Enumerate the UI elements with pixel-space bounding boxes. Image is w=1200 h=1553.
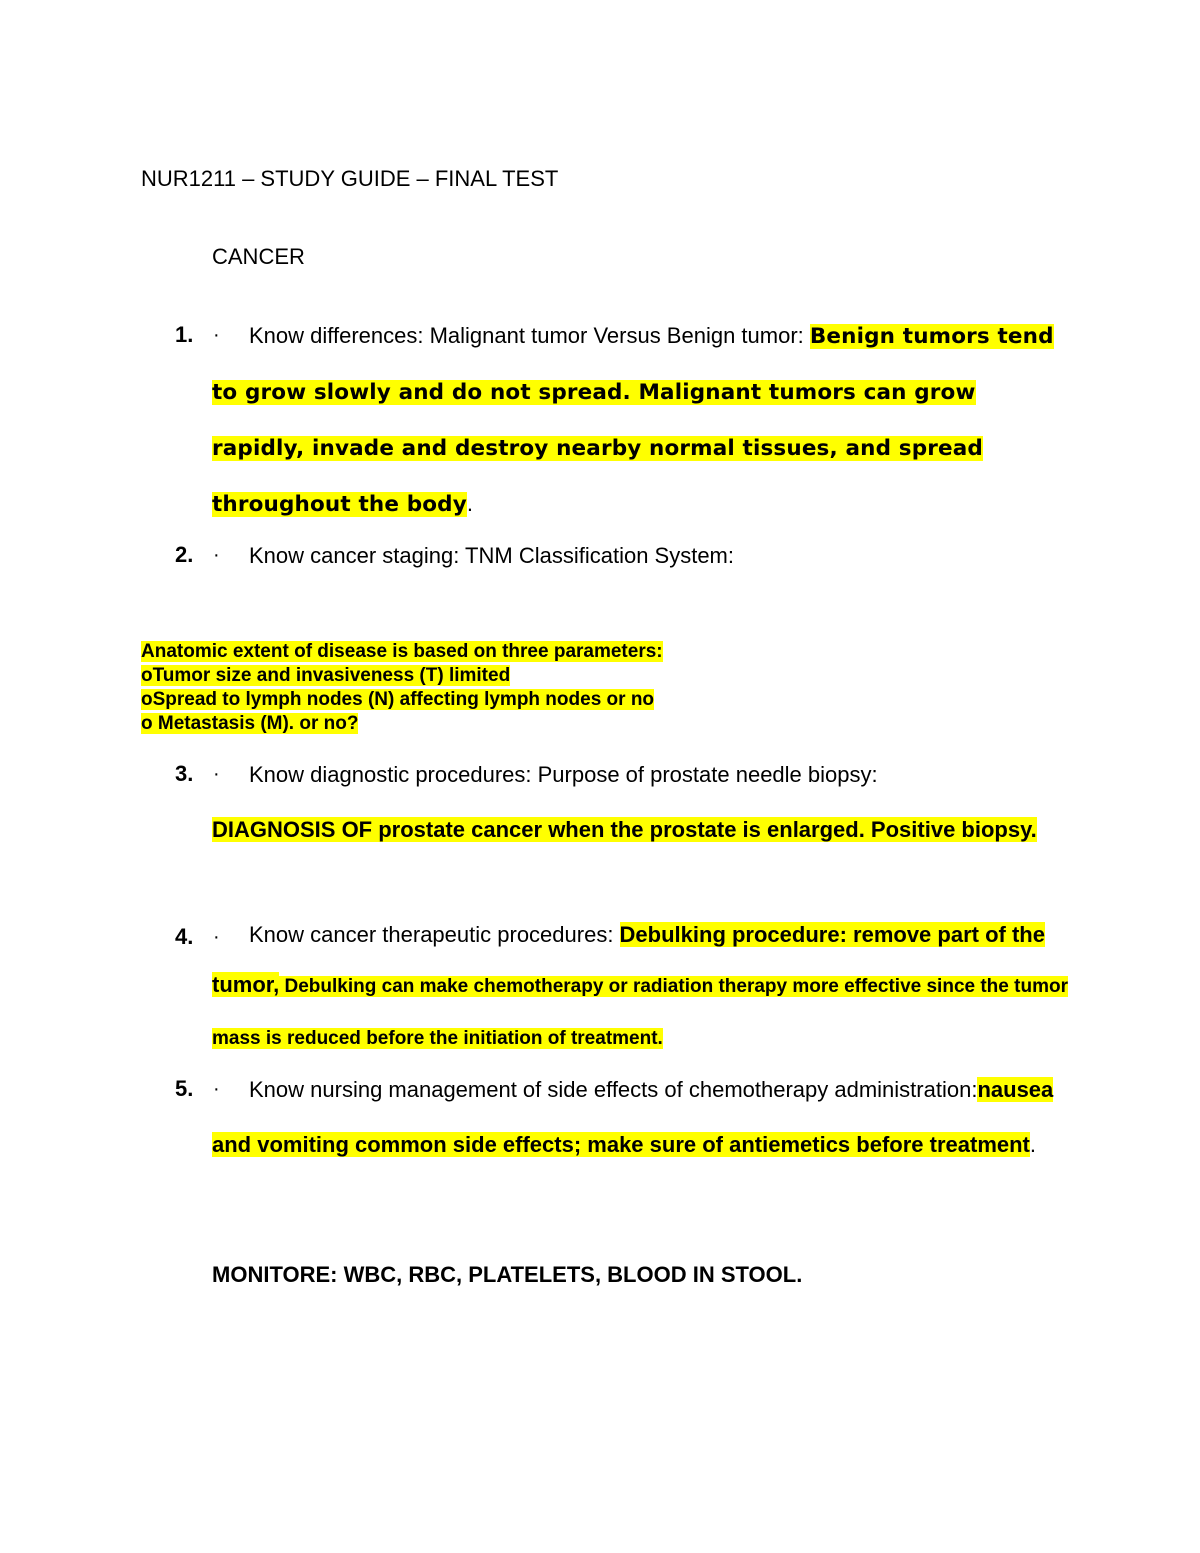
monitor-note: MONITORE: WBC, RBC, PLATELETS, BLOOD IN STOOL.: [212, 1262, 803, 1287]
item-answer-detail-highlight: Debulking can make chemotherapy or radiation therapy more effective since the tumor mass is reduced before the initiation of treatment.: [212, 976, 1068, 1049]
item-label: Know differences: Malignant tumor Versus Benign tumor:: [249, 323, 810, 348]
bullet-dot: ·: [213, 544, 220, 566]
item-answer-highlight: Debulking procedure: remove part of the tumor,: [212, 922, 1045, 997]
item-number: 4.: [175, 924, 194, 949]
item-answer-highlight: DIAGNOSIS OF prostate cancer when the prostate is enlarged. Positive biopsy.: [212, 817, 1037, 842]
bullet-dot: ·: [213, 324, 220, 346]
item-number: 2.: [175, 542, 194, 567]
item-trailing-period: .: [466, 491, 473, 516]
tnm-note-line: oSpread to lymph nodes (N) affecting lymph nodes or no: [141, 689, 655, 710]
bullet-dot: ·: [213, 1078, 220, 1100]
tnm-notes: [141, 640, 663, 736]
item-trailing-period: .: [1029, 1132, 1037, 1157]
item-answer-highlight: nausea and vomiting common side effects; make sure of antiemetics before treatment: [212, 1077, 1054, 1157]
bullet-dot: ·: [213, 763, 220, 785]
item-label: Know nursing management of side effects of chemotherapy administration:: [249, 1077, 978, 1102]
tnm-note-line: o Metastasis (M). or no?: [141, 713, 359, 734]
tnm-note-line: Anatomic extent of disease is based on three parameters:: [141, 641, 663, 662]
item-number: 3.: [175, 761, 194, 786]
item-answer-highlight: Benign tumors tend to grow slowly and do not spread. Malignant tumors can grow rapidly, invade and destroy nearby normal tissues, and spread throughout the body: [212, 324, 1054, 517]
document-title: NUR1211 – STUDY GUIDE – FINAL TEST: [141, 166, 559, 191]
section-heading-cancer: CANCER: [212, 244, 305, 269]
bullet-dot: ·: [213, 926, 220, 948]
tnm-note-line: oTumor size and invasiveness (T) limited: [141, 665, 511, 686]
item-label: Know cancer staging: TNM Classification System:: [249, 543, 734, 568]
item-label: Know cancer therapeutic procedures:: [249, 922, 620, 947]
item-number: 1.: [175, 322, 194, 347]
item-number: 5.: [175, 1076, 194, 1101]
item-label: Know diagnostic procedures: Purpose of prostate needle biopsy:: [249, 762, 878, 787]
